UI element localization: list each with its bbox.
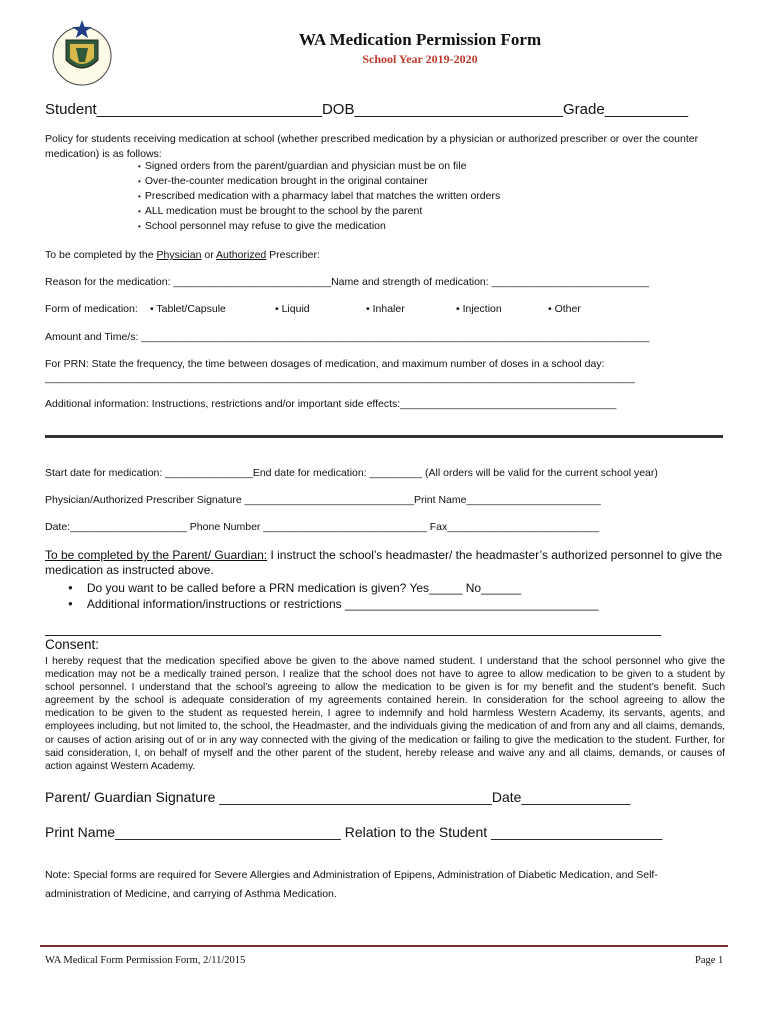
prn-field[interactable]: _____________________________________________________________________________________________________ bbox=[45, 372, 635, 384]
option-inhaler[interactable]: • Inhaler bbox=[366, 303, 405, 315]
prn-call-question[interactable]: ● Do you want to be called before a PRN medication is given? Yes_____ No______ bbox=[68, 580, 599, 596]
section-divider bbox=[45, 435, 723, 438]
parent-section bbox=[45, 548, 725, 578]
reason-field[interactable]: Reason for the medication: ___________________________Name and strength of medication: ___________________________ bbox=[45, 276, 650, 288]
prn-instructions: For PRN: State the frequency, the time between dosages of medication, and maximum number of doses in a school day: bbox=[45, 358, 605, 370]
school-year: School Year 2019-2020 bbox=[362, 52, 478, 66]
policy-text: Policy for students receiving medication at school (whether prescribed medication by a physician or authorized prescriber or over the counter medication) is as follows: bbox=[45, 133, 699, 160]
option-liquid[interactable]: • Liquid bbox=[275, 303, 310, 315]
list-item: • ALL medication must be brought to the school by the parent bbox=[138, 204, 500, 219]
blank-line[interactable] bbox=[45, 635, 661, 636]
parent-additional-info[interactable]: ● Additional information/instructions or restrictions ______________________________________ bbox=[68, 596, 599, 612]
special-forms-note: Note: Special forms are required for Severe Allergies and Administration of Epipens, Administration of Diabetic Medication, and Self-administration of Medicine, and carrying of Asthma Medication. bbox=[45, 869, 658, 900]
form-of-medication-label: Form of medication: bbox=[45, 303, 138, 315]
consent-body: I hereby request that the medication specified above be given to the above named student. I understand that the school personnel who give the medication may not be a medically trained person. I realize that the school does not have to agree to allow medication to be given to a student by school personnel. I understand that the school’s agreeing to allow the medication to be given is for my benefit and the student’s benefit. Such agreement by the school is adequate consideration of my agreements contained herein. In consideration for the school agreeing to allow the medication to be given to the student as requested herein, I agree to indemnify and hold harmless Western Academy, its servants, agents, and employees including, but not limited to, the school, the Headmaster, and the individuals giving the medication of and from any and all claims, demands, or causes of action arising out of or in any way connected with the giving of the medication or failing to give the medication to the student. Further, for said consideration, I, on behalf of myself and the other parent of the student, hereby release and waive any and all claims, demands, or causes of action against Western Academy. bbox=[45, 656, 725, 772]
list-item: • Over-the-counter medication brought in the original container bbox=[138, 174, 500, 189]
list-item: • School personnel may refuse to give the medication bbox=[138, 219, 500, 234]
physician-section-heading: To be completed by the Physician or Authorized Prescriber: bbox=[45, 249, 320, 261]
date-phone-fax-field[interactable]: Date:____________________ Phone Number ____________________________ Fax__________________________ bbox=[45, 521, 600, 533]
page-number: Page 1 bbox=[695, 955, 724, 966]
footer-document-id: WA Medical Form Permission Form, 2/11/2015 bbox=[45, 955, 246, 966]
option-tablet[interactable]: • Tablet/Capsule bbox=[150, 303, 226, 315]
parent-instruction: I instruct the school’s headmaster/ the headmaster’s authorized personnel to give the medication as instructed above. bbox=[45, 548, 723, 577]
parent-section-heading: To be completed by the Parent/ Guardian: bbox=[45, 548, 268, 562]
footer-rule bbox=[40, 945, 728, 947]
print-name-field[interactable]: Print Name_____________________________ Relation to the Student ______________________ bbox=[45, 824, 663, 840]
list-item: • Signed orders from the parent/guardian and physician must be on file bbox=[138, 159, 500, 174]
consent-title: Consent: bbox=[45, 637, 100, 652]
parent-signature-field[interactable]: Parent/ Guardian Signature ___________________________________Date______________ bbox=[45, 789, 631, 805]
parent-questions bbox=[68, 580, 599, 612]
policy-list bbox=[138, 159, 500, 234]
option-injection[interactable]: • Injection bbox=[456, 303, 502, 315]
list-item: • Prescribed medication with a pharmacy label that matches the written orders bbox=[138, 189, 500, 204]
form-title: WA Medication Permission Form bbox=[298, 30, 542, 49]
option-other[interactable]: • Other bbox=[548, 303, 581, 315]
additional-info-field[interactable]: Additional information: Instructions, restrictions and/or important side effects:_____________________________________ bbox=[45, 398, 617, 410]
student-info-line[interactable]: Student___________________________DOB_________________________Grade__________ bbox=[45, 101, 689, 118]
start-end-date-field[interactable]: Start date for medication: _______________End date for medication: _________ (All orders will be valid for the current school year) bbox=[45, 467, 658, 479]
physician-signature-field[interactable]: Physician/Authorized Prescriber Signature _____________________________Print Name_______________________ bbox=[45, 494, 601, 506]
amount-time-field[interactable]: Amount and Time/s: _______________________________________________________________________________________ bbox=[45, 331, 650, 343]
